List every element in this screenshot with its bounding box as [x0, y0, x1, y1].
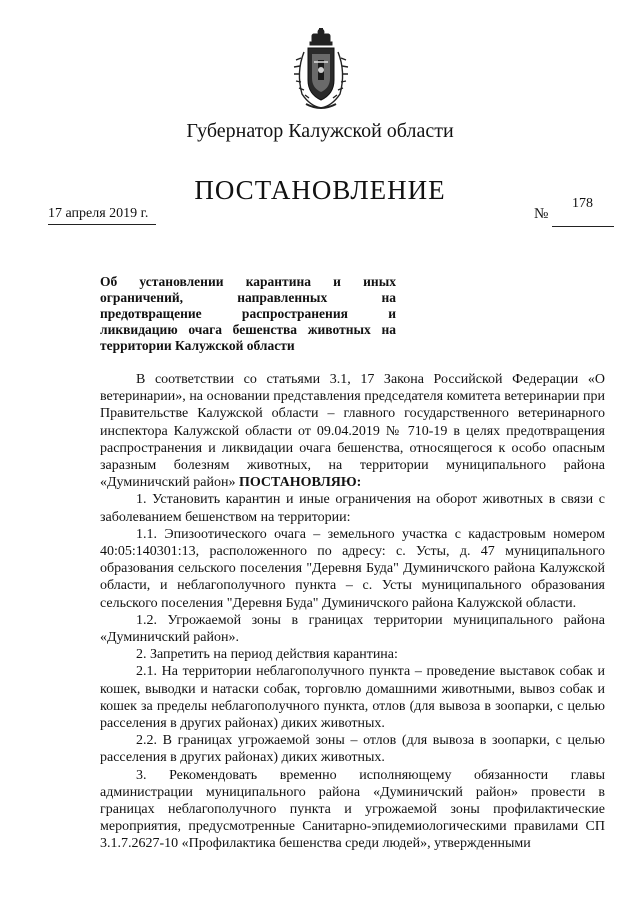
- coat-of-arms-icon: [292, 28, 350, 114]
- clause-2-2: 2.2. В границах угрожаемой зоны – отлов (для вывоза в зоопарки, с целью расселения в других районах) диких животных.: [100, 733, 605, 766]
- number-underline: [552, 226, 614, 227]
- document-subject: Об установлении карантина и иных ограничений, направленных на предотвращение распространения и ликвидацию очага бешенства животных на территории Калужской области: [100, 274, 396, 353]
- clause-1: 1. Установить карантин и иные ограничения на оборот животных в связи с заболеванием бешенством на территории:: [100, 492, 605, 525]
- document-type-title: ПОСТАНОВЛЕНИЕ: [194, 175, 446, 205]
- preamble-text: В соответствии со статьями 3.1, 17 Закона Российской Федерации «О ветеринарии», на основании представления председателя комитета ветеринарии при Правительстве Калужской области – главного государственного ветеринарного инспектора Калужской области от 09.04.2019 № 710-19 в целях предотвращения распространения и ликвидации очага бешенства, относящегося к особо опасным заразным болезням животных, на территории муниципального района «Думиничский район»: [100, 372, 605, 491]
- clause-2-1: 2.1. На территории неблагополучного пункта – проведение выставок собак и кошек, выводки и натаски собак, торговлю домашними животными, вывоз собак и кошек за пределы неблагополучного пункта, отлов (для вывоза в зоопарки, с целью расселения в других районах) диких животных.: [100, 664, 605, 732]
- document-date: 17 апреля 2019 г.: [48, 206, 156, 225]
- document-number-block: [534, 196, 614, 236]
- number-sign: №: [534, 206, 549, 222]
- clause-2: 2. Запретить на период действия карантина:: [136, 647, 398, 663]
- issuing-authority: Губернатор Калужской области: [186, 120, 454, 142]
- resolve-keyword: ПОСТАНОВЛЯЮ:: [238, 475, 362, 491]
- clause-3: 3. Рекомендовать временно исполняющему обязанности главы администрации муниципального района «Думиничский район» провести в границах неблагополучного пункта и угрожаемой зоны профилактические мероприятия, предусмотренные Санитарно-эпидемиологическими правилами СП 3.1.7.2627-10 «Профилактика бешенства среди людей», утвержденными: [100, 767, 605, 852]
- clause-1-1: 1.1. Эпизоотического очага – земельного участка с кадастровым номером 40:05:140301:13, расположенного по адресу: с. Усты, д. 47 муниципального образования сельского поселения "Деревня Буда" Думиничского района Калужской области, и неблагополучного пункта – с. Усты муниципального образования сельского поселения "Деревня Буда" Думиничского района Калужской области.: [100, 526, 605, 611]
- clause-1-2: 1.2. Угрожаемой зоны в границах территории муниципального района «Думиничский район».: [100, 612, 605, 646]
- document-number: 178: [572, 196, 593, 211]
- preamble-paragraph: [100, 371, 605, 491]
- document-body: [100, 371, 605, 853]
